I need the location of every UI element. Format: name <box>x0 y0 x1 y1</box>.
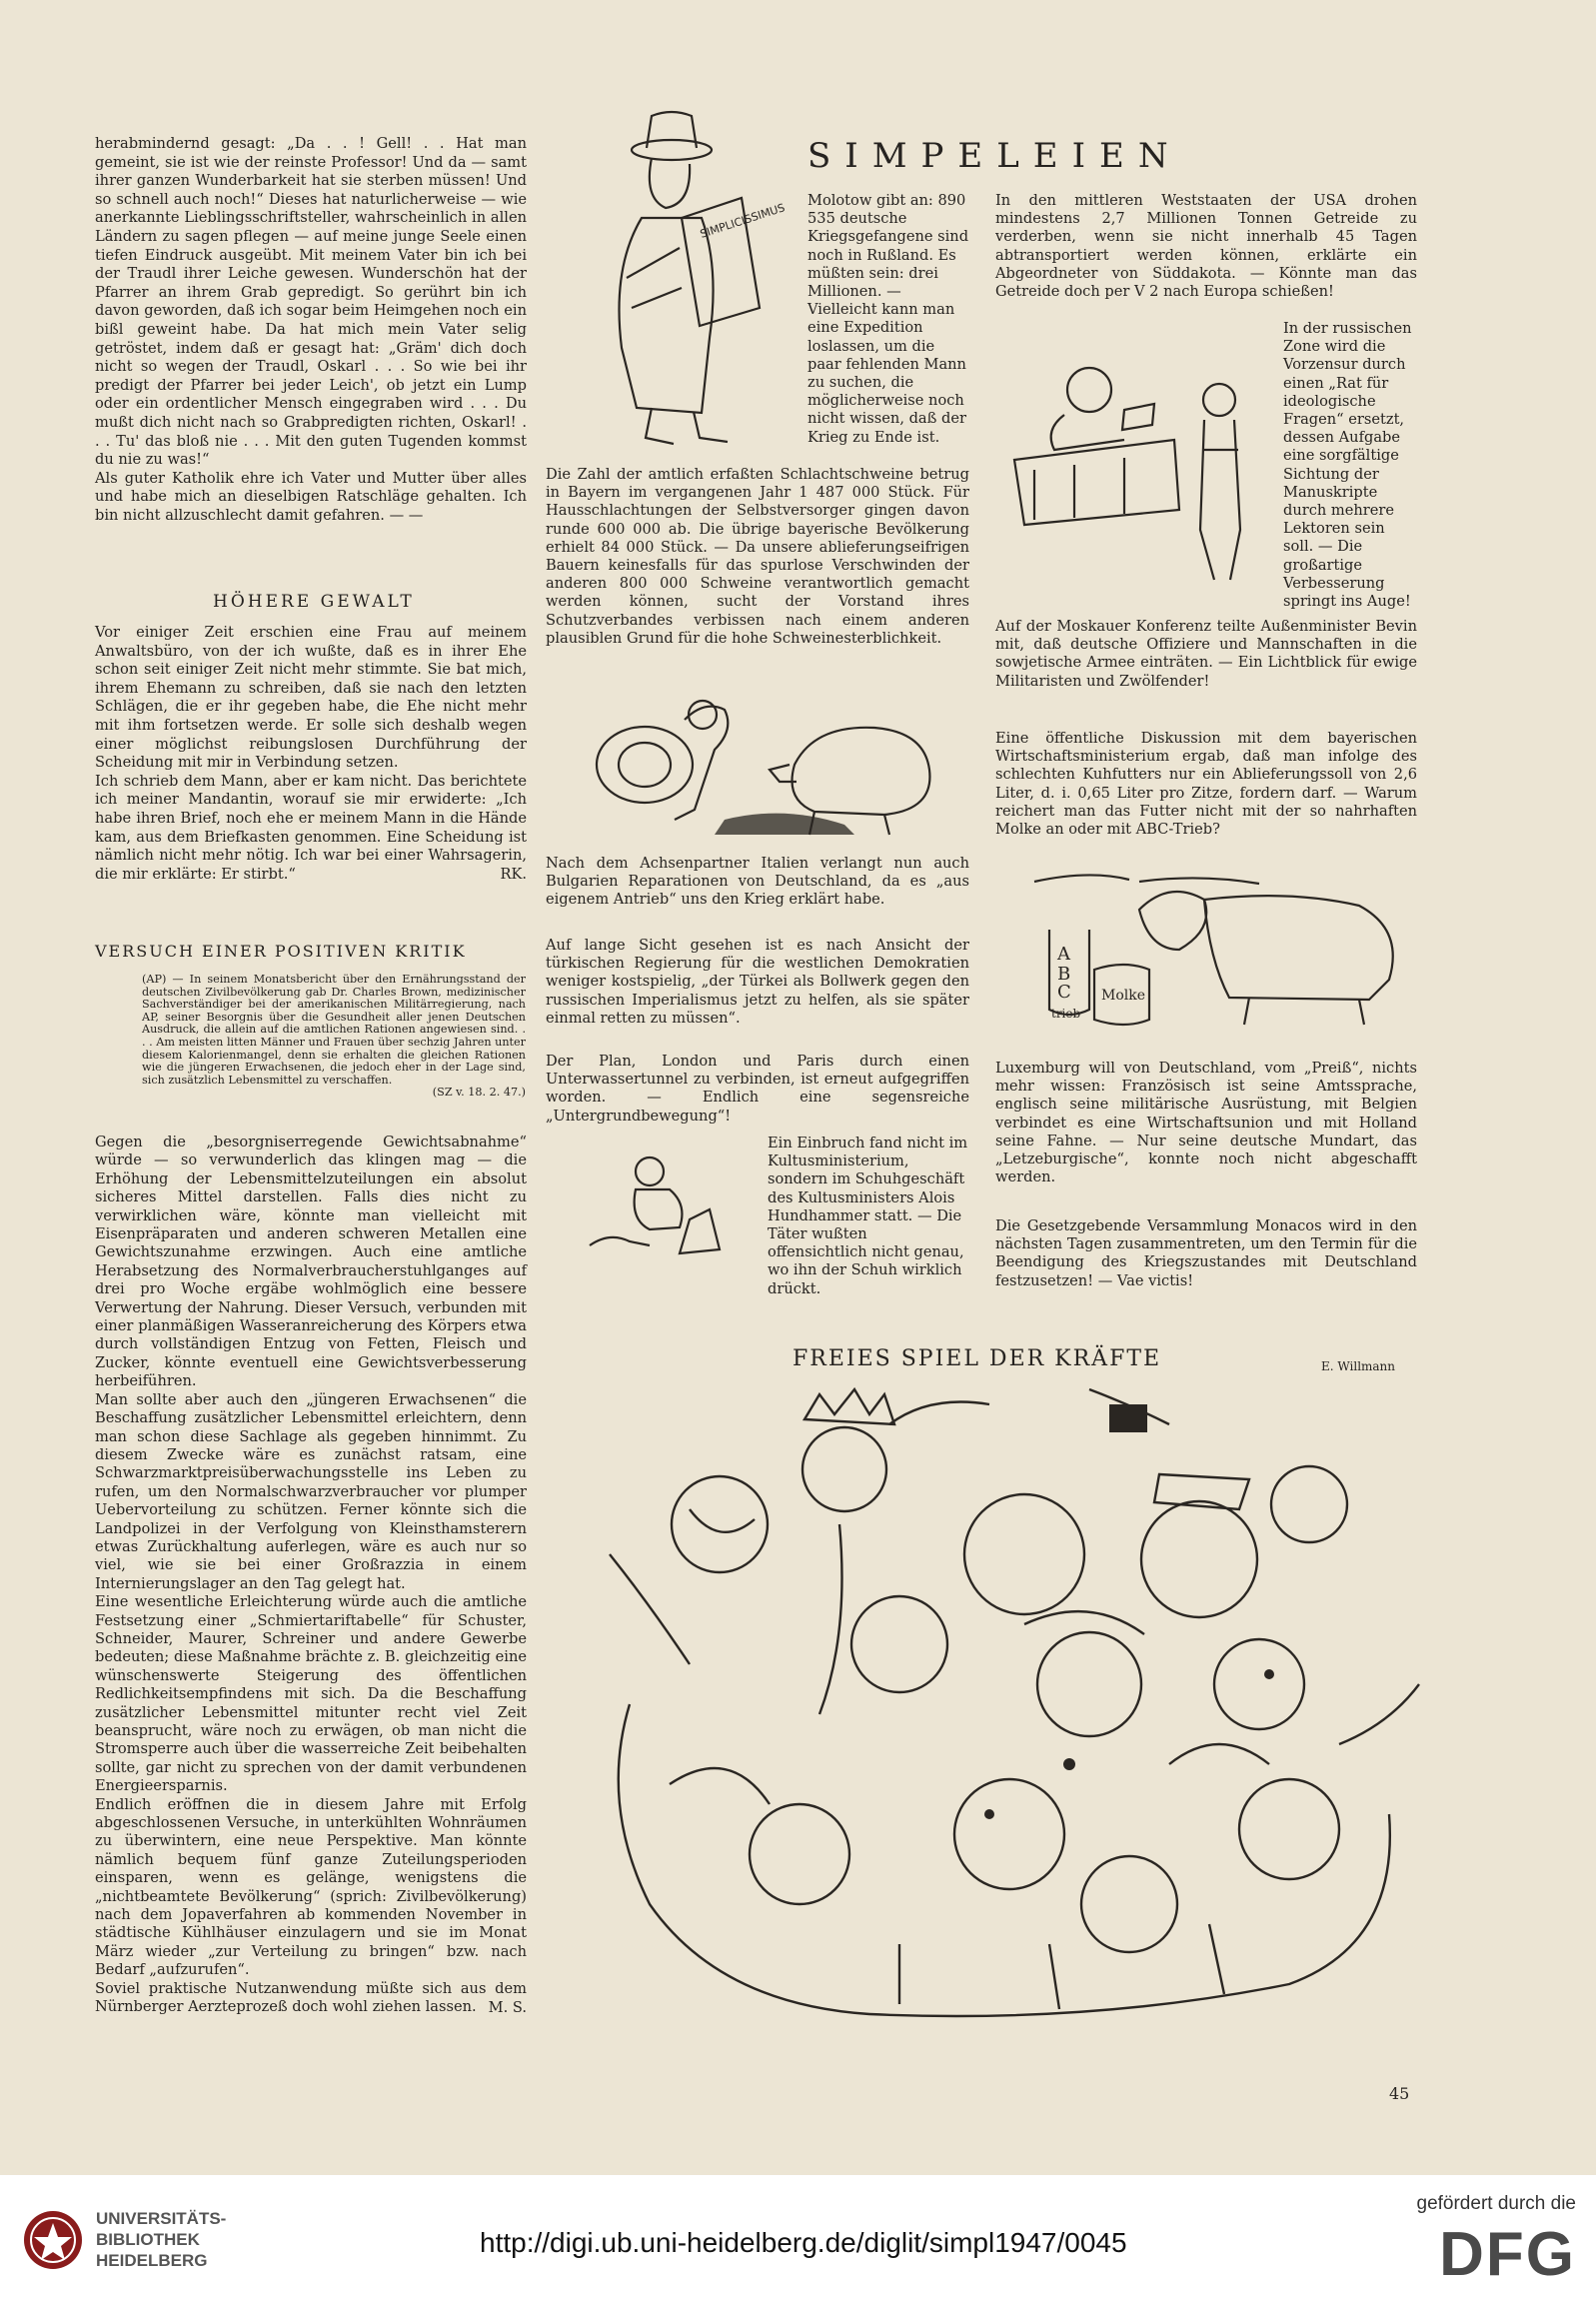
ap-quote <box>142 974 526 1100</box>
usa-text <box>995 192 1417 301</box>
quote-source: (SZ v. 18. 2. 47.) <box>432 1086 526 1100</box>
luxemburg-text <box>995 1060 1417 1186</box>
university-name-line: HEIDELBERG <box>96 2251 208 2270</box>
body-paragraph: Gegen die „besorgniserregende Gewichtsabnahme“ würde — so verwunderlich das klingen mag — die Erhöhung der Lebensmittelzuteilungen ein absolut sicheres Mittel darstellen. Falls dies nicht zu verwirklichen wäre, könnte man vielleicht mit Eisenpräparaten und anderen schweren Metallen eine Gewichtszunahme erzwingen. Auch eine amtliche Herabsetzung des Normalverbraucherstuhlganges auf drei pro Woche ergäbe wohlmöglich eine bessere Verwertung der Nahrung. Dieser Versuch, verbunden mit einer planmäßigen Wasseranreicherung des Körpers etwa durch vollständigen Entzug von Fetten, Fleisch und Zucker, könnte eventuell eine Gewichtsverbesserung herbeiführen. <box>95 1134 527 1390</box>
wirtschaft-text <box>995 730 1417 839</box>
censorship-illustration <box>1004 330 1272 600</box>
signature-ms: M. S. <box>488 1998 527 2016</box>
body-paragraph: Ich schrieb dem Mann, aber er kam nicht. Das berichtete ich meiner Mandantin, worauf sie mir erwiderte: „Ich habe ihren Brief, noch ehe er meinem Mann in die Hände kam, aus dem Briefkasten genommen. Eine Scheidung ist nämlich nicht mehr nötig. Ich war bei einer Wahrsagerin, die mir erklärte: Er stirbt.“ <box>95 772 527 883</box>
cow-drawing <box>1029 870 1419 1030</box>
ap-quote-text: (AP) — In seinem Monatsbericht über den Ernährungsstand der deutschen Zivilbevölkerung gab Dr. Charles Brown, medizinischer Sachverständiger bei der amerikanischen Militärregierung, nach AP, seiner Besorgnis über die Gesundheit aller jenen Deutschen Ausdruck, die allein auf die amtlichen Rationen angewiesen sind. . . . Am meisten litten Männer und Frauen über sechzig Jahren unter diesem Kalorienmangel, denn sie erhalten die gleichen Rationen wie die jüngeren Erwachsenen, die jedoch eher in der Lage sind, sich zusätzlich Lebensmittel zu verschaffen. <box>142 973 526 1087</box>
versuch-body <box>95 1134 527 2017</box>
university-name <box>96 2208 226 2271</box>
can-label-molke: Molke <box>1101 988 1146 1004</box>
cartoon-title: FREIES SPIEL DER KRÄFTE <box>793 1346 1162 1371</box>
body-paragraph: Soviel praktische Nutzanwendung müßte sich aus dem Nürnberger Aerzteprozeß doch wohl ziehen lassen. <box>95 1979 527 2016</box>
signature-rk: RK. <box>500 866 527 884</box>
simpelei-text: In der russischen Zone wird die Vorzensur durch einen „Rat für ideologische Fragen“ ersetzt, dessen Aufgabe eine sorgfältige Sichtung der Manuskripte durch mehrere Lektoren sein soll. — Die großartige Verbesserung springt ins Auge! <box>1283 320 1412 611</box>
university-seal-icon <box>22 2209 84 2271</box>
cartoon-artist: E. Willmann <box>1321 1359 1396 1373</box>
page-number: 45 <box>1389 2084 1410 2103</box>
einbruch-text <box>768 1135 970 1298</box>
source-url-link[interactable]: http://digi.ub.uni-heidelberg.de/diglit/simpl1947/0045 <box>480 2227 1127 2258</box>
moskau-text <box>995 618 1417 691</box>
section-title-hoehere-gewalt: HÖHERE GEWALT <box>213 592 415 612</box>
body-paragraph: Endlich eröffnen die in diesem Jahre mit Erfolg abgeschlossenen Versuche, in unterkühlten Wohnräumen zu überwintern, eine neue Perspektive. Man könnte nämlich bequem fünf ganze Zuteilungsperioden einsparen, wenn es gelänge, wenigstens die „nichtbeamtete Bevölkerung“ (sprich: Zivilbevölkerung) nach dem Jopaverfahren ab kommenden November in städtische Kühlhäuser einzulagern und sie im Monat März wieder „zur Verteilung zu bringen“ bzw. nach Bedarf „aufzurufen“. <box>95 1795 527 1979</box>
newspaper-reader-drawing <box>582 108 787 453</box>
simpelei-text: Molotow gibt an: 890 535 deutsche Kriegsgefangene sind noch in Rußland. Es müßten sein: drei Millionen. — Vielleicht kann man eine Expedition loslassen, um die paar fehlenden Mann zu suchen, die möglicherweise noch nicht wissen, daß der Krieg zu Ende ist. <box>807 192 969 446</box>
tuerkei-text <box>546 937 969 1028</box>
can-label-c: C <box>1057 982 1071 1003</box>
left-column-intro <box>95 135 527 525</box>
simpelei-text: Die Zahl der amtlich erfaßten Schlachtschweine betrug in Bayern im vergangenen Jahr 1 487 000 Stück. Für Hausschlachtungen der Selbstversorger gingen davon runde 600 000 ab. Die übrige bayerische Bevölkerung erhielt 84 000 Stück. — Da unsere ablieferungseifrigen Bauern keinesfalls für das spurlose Verschwinden der anderen 800 000 Schweine verantwortlich gemacht werden können, sucht der Vorstand ihres Schutzverbandes verbissen nach einem anderen plausiblen Grund für die hohe Schweinesterblichkeit. <box>546 466 969 647</box>
university-name-line: UNIVERSITÄTS- <box>96 2209 227 2228</box>
cartoon-illustration <box>570 1384 1429 2024</box>
pig-drawing <box>585 670 954 840</box>
newspaper-reader-illustration <box>582 108 787 453</box>
cow-illustration <box>1029 870 1419 1030</box>
simpeleien-title: SIMPELEIEN <box>807 136 1182 176</box>
censorship-drawing <box>1004 330 1272 600</box>
simpelei-text: Nach dem Achsenpartner Italien verlangt nun auch Bulgarien Reparationen von Deutschland, da es „aus eigenem Antrieb“ uns den Krieg erklärt habe. <box>546 855 969 909</box>
body-paragraph: Man sollte aber auch den „jüngeren Erwachsenen“ die Beschaffung zusätzlicher Lebensmittel erleichtern, denn man schon diese Sachlage als gegeben hinnimmt. Zu diesem Zwecke wäre es zunächst ratsam, eine Schwarzmarktpreisüberwachungsstelle ins Leben zu rufen, um den Normalschwarzverbraucher vor plumper Uebervorteilung zu schützen. Ferner könnte sich die Landpolizei in der Verfolgung von Kleinsthamsterern etwas Zurückhaltung auferlegen, wäre es auch nur so viel, wie sie bei einer Großrazzia in einem Internierungslager an den Tag gelegt hat. <box>95 1390 527 1592</box>
simpelei-text: Auf der Moskauer Konferenz teilte Außenminister Bevin mit, daß deutsche Offiziere und Mannschaften in die sowjetische Armee einträten. — Ein Lichtblick für ewige Militaristen und Zwölfender! <box>995 618 1417 690</box>
zensur-text <box>1283 320 1417 611</box>
simpelei-text: Auf lange Sicht gesehen ist es nach Ansicht der türkischen Regierung für die westlichen Demokratien weniger kostspielig, „der Türkei als Bollwerk gegen den russischen Imperialismus jetzt zu helfen, als sie später einmal retten zu müssen“. <box>546 937 969 1027</box>
intro-paragraph: Als guter Katholik ehre ich Vater und Mutter über alles und habe mich an dieselbigen Ratschläge gehalten. Ich bin nicht allzuschlecht damit gefahren. — — <box>95 469 527 524</box>
molotow-text <box>807 192 969 447</box>
monaco-text <box>995 1217 1417 1290</box>
hoehere-gewalt-body <box>95 624 527 885</box>
can-label-a: A <box>1057 944 1070 965</box>
tunnel-text <box>546 1053 969 1126</box>
newspaper-label: SIMPLICISSIMUS <box>698 201 787 241</box>
funding-label: gefördert durch die <box>1416 2193 1576 2214</box>
body-paragraph: Eine wesentliche Erleichterung würde auch die amtliche Festsetzung einer „Schmiertariftabelle“ für Schuster, Schneider, Maurer, Schreiner und andere Gewerbe bedeuten; diese Maßnahme brächte z. B. gleichzeitig eine wünschenswerte Steigerung des öffentlichen Redlichkeitsempfindens mit sich. Da die Beschaffung zusätzlicher Lebensmittel mitunter recht viel Zeit beansprucht, wäre noch zu erwägen, ob man nicht die Stromsperre auch über die wasserreiche Zeit beibehalten sollte, gar nicht zu sprechen von der damit verbundenen Energieersparnis. <box>95 1593 527 1795</box>
can-label-trieb: trieb <box>1051 1007 1081 1021</box>
simpelei-text: Die Gesetzgebende Versammlung Monacos wird in den nächsten Tagen zusammentreten, um den Termin für die Beendigung des Kriegszustandes mit Deutschland festzusetzen! — Vae victis! <box>995 1217 1417 1289</box>
shoe-thief-illustration <box>570 1150 760 1259</box>
pig-illustration <box>585 670 954 840</box>
simpelei-text: Eine öffentliche Diskussion mit dem bayerischen Wirtschaftsministerium ergab, daß man infolge des schlechten Kuhfutters nur ein Ablieferungssoll von 2,6 Liter, d. i. 0,65 Liter pro Zitze, fordern darf. — Warum reichert man das Futter nicht mit der so nahrhaften Molke an oder mit ABC-Trieb? <box>995 730 1417 839</box>
dfg-logo: DFG <box>1439 2220 1576 2289</box>
body-paragraph: Vor einiger Zeit erschien eine Frau auf meinem Anwaltsbüro, von der ich wußte, daß es in ihrer Ehe schon seit einiger Zeit nicht mehr stimmte. Sie bat mich, ihrem Ehemann zu schreiben, daß sie nach den letzten Schlägen, die er ihr gegeben habe, die Ehe nicht mehr mit ihm fortsetzen werde. Er solle sich deshalb wegen einer möglichst reibungslosen Durchführung der Scheidung mit mir in Verbindung setzen. <box>95 624 527 772</box>
simpelei-text: Der Plan, London und Paris durch einen Unterwassertunnel zu verbinden, ist erneut aufgegriffen worden. — Endlich eine segensreiche „Untergrundbewegung“! <box>546 1053 969 1125</box>
cartoon-drawing <box>570 1384 1429 2024</box>
intro-paragraph: herabmindernd gesagt: „Da . . ! Gell! . . Hat man gemeint, sie ist wie der reinste Professor! Und da — samt ihrer ganzen Wunderbarkeit hat sie sterben müssen! Und so schnell auch noch!“ Dieses hat naturlicherweise — wie anerkannte Lieblingsschriftsteller, wahrscheinlich in allen Ländern zu sagen pflegen — auf meine junge Seele einen tiefen Eindruck ausgeübt. Mit meinem Vater bin ich bei der Traudl ihrer Leiche gewesen. Wunderschön hat der Pfarrer an ihrem Grab gepredigt. So gerührt bin ich davon geworden, daß ich sogar beim Heimgehen noch ein bißl geweint habe. Da hat mich mein Vater selig getröstet, indem daß er gesagt hat: „Gräm' dich doch nicht so wegen der Traudl, Oskarl . . . So wie bei ihr predigt der Pfarrer bei jeder Leich', ob jetzt ein Lump oder ein ordentlicher Mensch eingegraben wird . . . Du mußt dich nicht nach so Grabpredigten richten, Oskarl! . . . Tu' das bloß nie . . . Mit den guten Tugenden kommst du nie zu was!“ <box>95 135 527 469</box>
can-label-b: B <box>1057 964 1071 985</box>
footer-bar <box>0 2175 1596 2303</box>
simpelei-text: Ein Einbruch fand nicht im Kultusministerium, sondern im Schuhgeschäft des Kultusministers Alois Hundhammer statt. — Die Täter wußten offensichtlich nicht genau, wo ihn der Schuh wirklich drückt. <box>768 1135 968 1297</box>
section-title-versuch: VERSUCH EINER POSITIVEN KRITIK <box>95 942 467 961</box>
university-name-line: BIBLIOTHEK <box>96 2230 200 2249</box>
italien-text <box>546 855 969 910</box>
simpelei-text: In den mittleren Weststaaten der USA drohen mindestens 2,7 Millionen Tonnen Getreide zu verderben, wenn sie nicht innerhalb 45 Tagen abtransportiert werden können, erklärte ein Abgeordneter von Süddakota. — Könnte man das Getreide doch per V 2 nach Europa schießen! <box>995 192 1417 301</box>
simpelei-text: Luxemburg will von Deutschland, vom „Preiß“, nichts mehr wissen: Französisch ist seine Amtssprache, englisch seine militärische Ausrüstung, mit Belgien verbindet es eine Wirtschaftsunion und mit Holland seine Fahne. — Nur seine deutsche Mundart, das „Letzeburgische“, konnte noch nicht abgeschafft werden. <box>995 1060 1417 1186</box>
shoe-thief-drawing <box>570 1150 760 1259</box>
schlachtschweine-text <box>546 466 969 648</box>
